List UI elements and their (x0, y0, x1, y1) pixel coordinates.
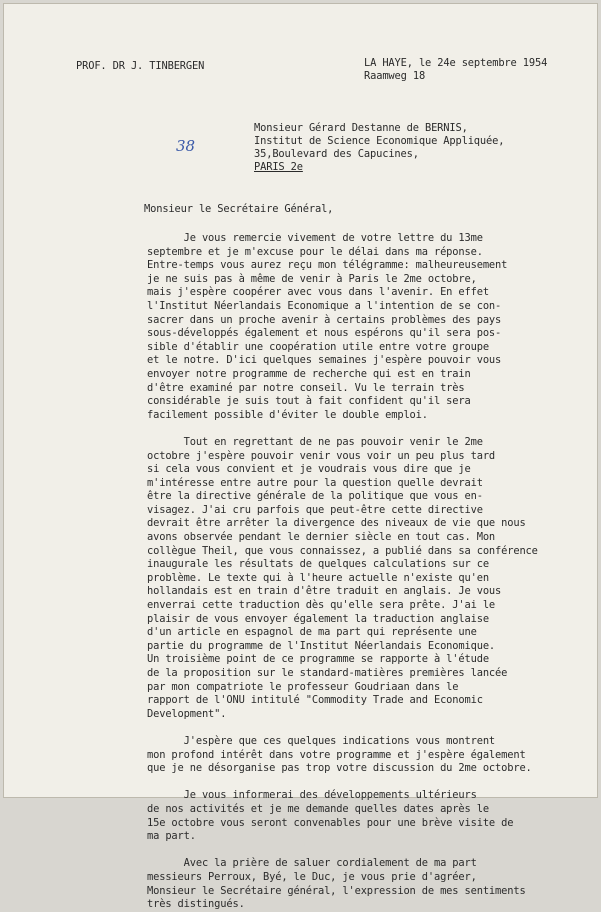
body-line: sible d'établir une coopération utile entre votre groupe (147, 340, 489, 353)
body-line: Je vous remercie vivement de votre lettre du 13me (147, 232, 483, 244)
letter-body (147, 232, 538, 912)
body-line: octobre j'espère pouvoir venir vous voir un peu plus tard (147, 449, 496, 462)
body-line: visagez. J'ai cru parfois que peut-être cette directive (147, 503, 483, 516)
body-line: Tout en regrettant de ne pas pouvoir venir le 2me (147, 435, 483, 448)
body-line: enverrai cette traduction dès qu'elle sera prête. J'ai le (147, 599, 496, 612)
letter-sheet (3, 3, 598, 911)
body-line: être la directive générale de la politique que vous en- (147, 490, 483, 503)
salutation: Monsieur le Secrétaire Général, (144, 203, 334, 215)
body-line: de la proposition sur le standard-matières premières lancée (147, 667, 508, 679)
body-line: Un troisième point de ce programme se rapporte à l'étude (147, 653, 489, 666)
body-line: m'intéresse entre autre pour la question quelle devrait (147, 476, 483, 489)
body-line: collègue Theil, que vous connaissez, a publié dans sa conférence (147, 544, 538, 557)
body-line: 15e octobre vous seront convenables pour une brève visite de (147, 816, 514, 829)
body-line: Entre-temps vous aurez reçu mon télégramme: malheureusement (147, 259, 508, 272)
letterhead-name: PROF. DR J. TINBERGEN (76, 60, 205, 72)
body-line: Avec la prière de saluer cordialement de ma part (147, 857, 477, 870)
body-line: inaugurale les résultats de quelques calculations sur ce (147, 558, 489, 571)
body-line: si cela vous convient et je voudrais vous dire que je (147, 463, 471, 476)
body-line (147, 776, 538, 790)
body-line: J'espère que ces quelques indications vous montrent (147, 734, 496, 747)
recipient-line-3: 35,Boulevard des Capucines, (254, 148, 419, 160)
body-line: très distingués. (147, 898, 245, 911)
body-line: mais j'espère coopérer avec vous dans l'avenir. En effet (147, 286, 489, 299)
recipient-line-1: Monsieur Gérard Destanne de BERNIS, (254, 122, 468, 134)
body-line: par mon compatriote le professeur Goudriaan dans le (147, 680, 459, 693)
body-line: considérable je suis tout à fait confident qu'il sera (147, 395, 471, 408)
body-line: problème. Le texte qui à l'heure actuelle n'existe qu'en (147, 571, 489, 584)
body-line: avons observée pendant le dernier siècle en tout cas. Mon (147, 531, 496, 544)
body-line: partie du programme de l'Institut Néerlandais Economique. (147, 639, 496, 652)
body-line: et le notre. D'ici quelques semaines j'espère pouvoir vous (147, 354, 502, 367)
body-line: Je vous informerai des développements ultérieurs (147, 789, 477, 802)
body-line: je ne suis pas à même de venir à Paris le 2me octobre, (147, 272, 477, 285)
body-line: sous-développés également et nous espérons qu'il sera pos- (147, 327, 502, 340)
body-line: l'Institut Néerlandais Economique a l'intention de se con- (147, 299, 502, 312)
body-line (147, 422, 538, 436)
body-line: Monsieur le Secrétaire général, l'expression de mes sentiments (147, 884, 526, 897)
body-line: rapport de l'ONU intitulé "Commodity Trade and Economic (147, 694, 483, 707)
body-line: envoyer notre programme de recherche qui est en train (147, 367, 471, 380)
street-address: Raamweg 18 (364, 70, 426, 82)
body-line: hollandais est en train d'être traduit en anglais. Je vous (147, 585, 502, 598)
body-line: de nos activités et je me demande quelles dates après le (147, 802, 489, 815)
body-line: ma part. (147, 830, 196, 843)
body-line (147, 844, 538, 858)
body-line: d'être examiné par notre conseil. Vu le terrain très (147, 381, 465, 394)
body-line (147, 721, 538, 735)
recipient-line-2: Institut de Science Economique Appliquée, (254, 135, 505, 147)
body-line: plaisir de vous envoyer également la traduction anglaise (147, 612, 489, 625)
body-line: que je ne désorganise pas trop votre discussion du 2me octobre. (147, 762, 532, 775)
folio-number: 38 (176, 137, 196, 155)
body-line: devrait être arrêter la divergence des niveaux de vie que nous (147, 517, 526, 530)
recipient-line-4: PARIS 2e (254, 161, 303, 173)
body-line: sacrer dans un proche avenir à certains problèmes des pays (147, 313, 502, 326)
body-line: facilement possible d'éviter le double emploi. (147, 408, 428, 421)
body-line: Development". (147, 707, 227, 720)
body-line: d'un article en espagnol de ma part qui représente une (147, 626, 477, 639)
body-line: messieurs Perroux, Byé, le Duc, je vous prie d'agréer, (147, 870, 477, 883)
body-line: septembre et je m'excuse pour le délai dans ma réponse. (147, 245, 483, 258)
place-date: LA HAYE, le 24e septembre 1954 (364, 57, 548, 69)
body-line: mon profond intérêt dans votre programme et j'espère également (147, 748, 526, 761)
